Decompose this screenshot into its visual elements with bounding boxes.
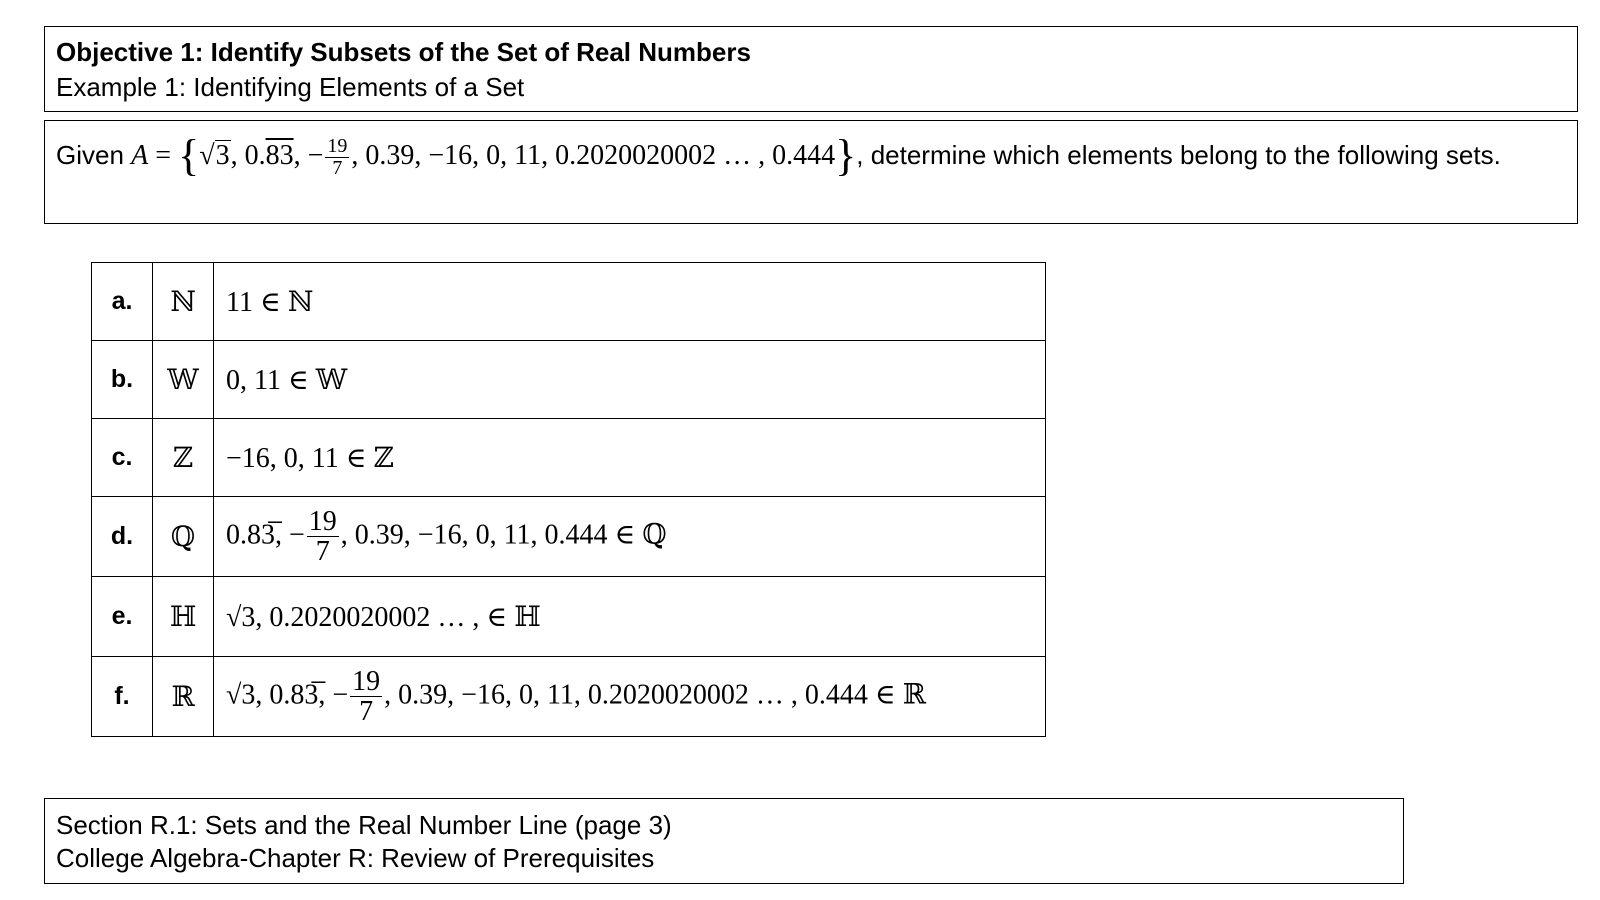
element-irrational: 0.2020020002 …: [555, 140, 752, 171]
given-trailing: , determine which elements belong to the following sets.: [856, 140, 1501, 170]
fraction-denominator: 7: [359, 696, 374, 727]
element-neg16: −16: [428, 140, 473, 171]
element-039: 0.39: [365, 140, 415, 171]
table-row: [92, 341, 1046, 419]
fraction-numerator: 19: [308, 505, 337, 537]
set-symbol: ℚ: [153, 497, 214, 577]
problem-statement: [44, 120, 1578, 224]
given-lead: Given: [56, 140, 124, 170]
set-members: 11 ∈ ℕ: [214, 263, 1046, 341]
equals-sign: =: [155, 140, 172, 171]
members-before-fraction: √3, 0.83̅, −: [226, 678, 349, 710]
section-footer: [44, 798, 1404, 884]
row-label: e.: [92, 577, 153, 657]
fraction-numerator: 19: [352, 665, 381, 697]
sets-table: [91, 262, 1046, 737]
element-sqrt3: √3: [199, 140, 230, 171]
row-label: f.: [92, 657, 153, 737]
row-label: b.: [92, 341, 153, 419]
set-symbol: ℕ: [153, 263, 214, 341]
element-repeating: 0.83: [244, 140, 294, 171]
set-members: 0, 11 ∈ 𝕎: [214, 341, 1046, 419]
fraction: [307, 507, 339, 567]
row-label: c.: [92, 419, 153, 497]
set-symbol: ℍ: [153, 577, 214, 657]
table-row: [92, 419, 1046, 497]
section-reference: Section R.1: Sets and the Real Number Line (page 3): [56, 810, 672, 840]
row-label: a.: [92, 263, 153, 341]
members-after-fraction: , 0.39, −16, 0, 11, 0.444 ∈ ℚ: [340, 518, 667, 550]
set-name: A: [131, 140, 149, 171]
set-members: √3, 0.2020020002 … , ∈ ℍ: [214, 577, 1046, 657]
example-subtitle: Example 1: Identifying Elements of a Set: [56, 72, 525, 102]
set-members: −16, 0, 11 ∈ ℤ: [214, 419, 1046, 497]
set-definition: A = {√3, 0.83, − $\frac{19}{7}$ , 0.39, −16, 0, 11, 0.2020020002 … , 0.444}: [131, 131, 857, 180]
set-members: [214, 497, 1046, 577]
table-row: [92, 263, 1046, 341]
table-row: [92, 657, 1046, 737]
element-0444: 0.444: [772, 140, 836, 171]
element-fraction: − $\frac{19}{7}$: [307, 135, 348, 180]
table-row: [92, 497, 1046, 577]
members-before-fraction: 0.83̅, −: [226, 518, 305, 550]
element-zero: 0: [486, 140, 501, 171]
objective-title: Objective 1: Identify Subsets of the Set of Real Numbers: [56, 37, 751, 67]
set-members: [214, 657, 1046, 737]
row-label: d.: [92, 497, 153, 577]
fraction: [350, 667, 382, 727]
objective-header: [44, 26, 1578, 112]
members-after-fraction: , 0.39, −16, 0, 11, 0.2020020002 … , 0.444 ∈ ℝ: [384, 678, 926, 710]
element-eleven: 11: [514, 140, 542, 171]
open-brace: {: [178, 131, 200, 180]
set-symbol: 𝕎: [153, 341, 214, 419]
set-symbol: ℝ: [153, 657, 214, 737]
table-row: [92, 577, 1046, 657]
course-reference: College Algebra-Chapter R: Review of Prerequisites: [56, 843, 655, 873]
set-symbol: ℤ: [153, 419, 214, 497]
close-brace: }: [835, 131, 857, 180]
fraction-denominator: 7: [315, 536, 330, 567]
